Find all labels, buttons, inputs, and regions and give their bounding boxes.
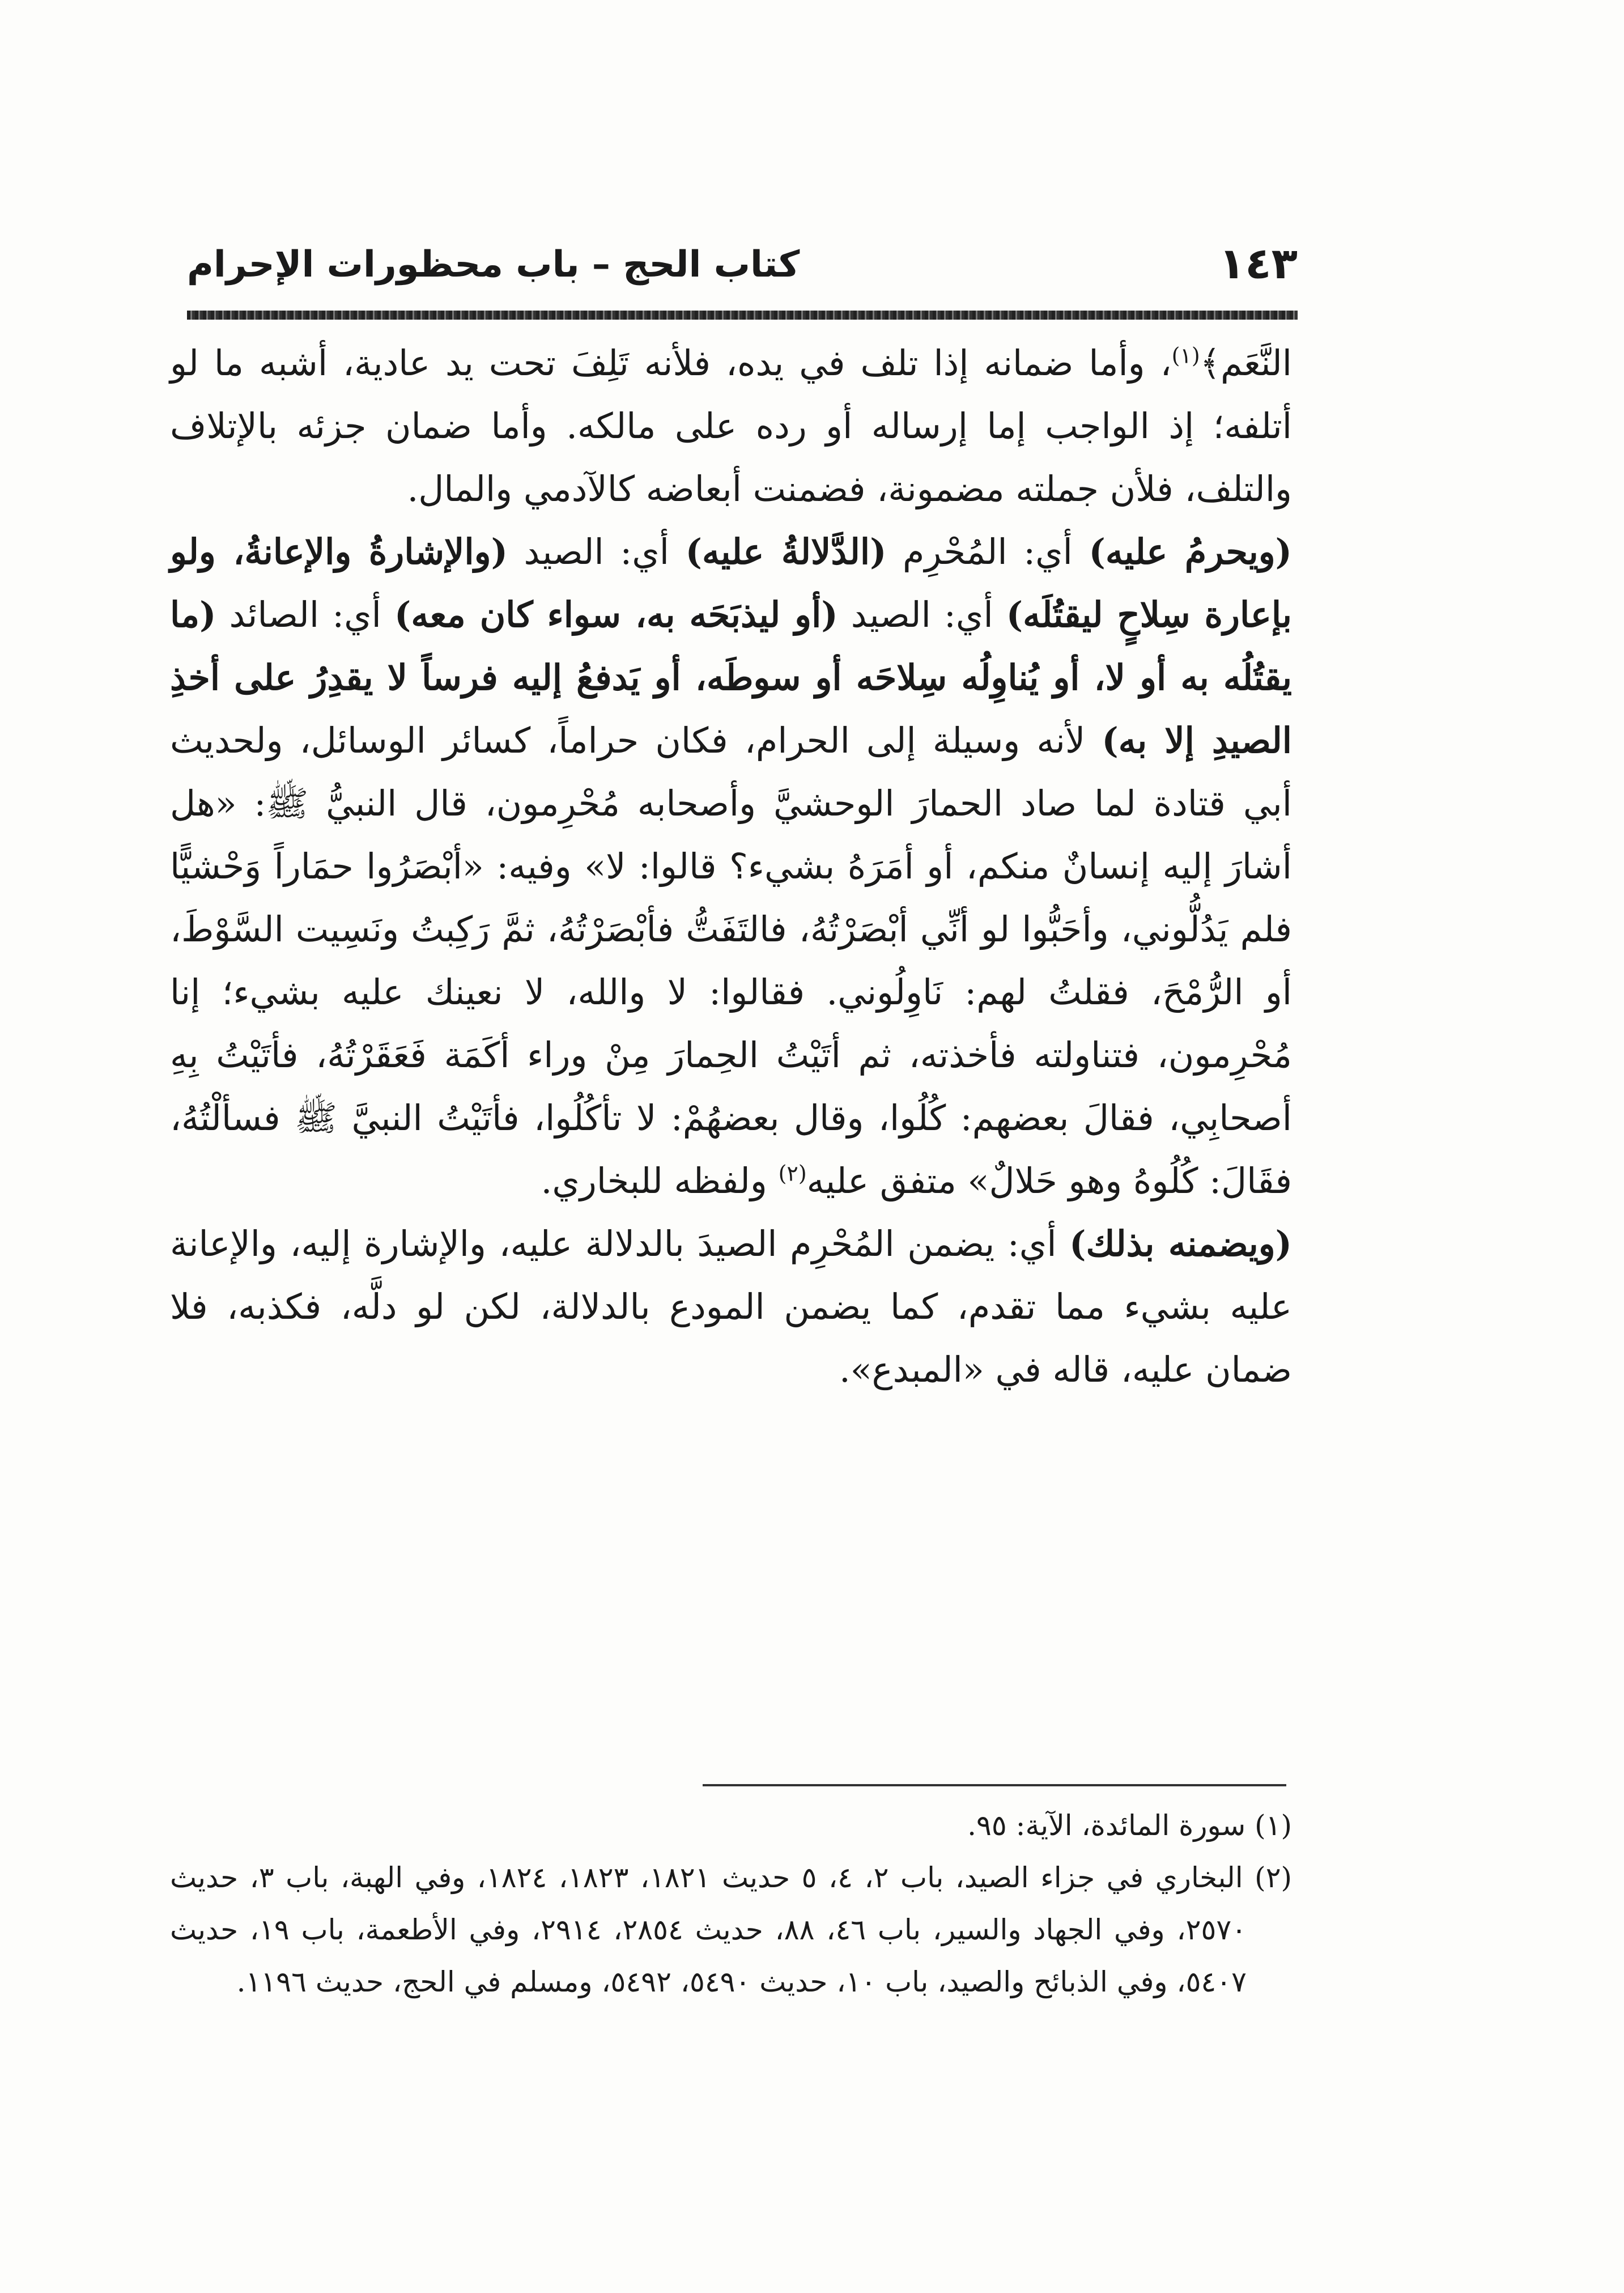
commentary-text: أي: الصائد — [216, 594, 395, 635]
matn-text: (ويحرمُ عليه) — [1089, 531, 1293, 572]
commentary-text: ولفظه للبخاري. — [541, 1160, 779, 1201]
quran-quote-end: النَّعَم﴾ — [1200, 342, 1292, 384]
matn-text: (ويضمنه بذلك) — [1069, 1223, 1292, 1264]
header-rule — [187, 311, 1298, 320]
commentary-text: لأنه وسيلة إلى الحرام، فكان حراماً، كسائر الوسائل، ولحديث أبي قتادة لما صاد الحمارَ الوحشيَّ وأصحابه مُحْرِمون، قال النبيُّ ﷺ: «هل أشارَ إليه إنسانٌ منكم، أو أمَرَهُ بشيء؟ قالوا: لا» وفيه: «أبْصَرُوا حمَاراً وَحْشيًّا فلم يَدُلُّوني، وأحَبُّوا لو أنِّي أبْصَرْتُهُ، فالتَفَتُّ فأبْصَرْتُهُ، ثمَّ رَكِبتُ ونَسِيت السَّوْطَ، أو الرُّمْحَ، فقلتُ لهم: نَاوِلُوني. فقالوا: لا والله، لا نعينك عليه بشيء؛ إنا مُحْرِمون، فتناولته فأخذته، ثم أتَيْتُ الحِمارَ مِنْ وراء أكَمَة فَعَقَرْتُهُ، فأتَيْتُ بِهِ أصحابِي، فقالَ بعضهم: كُلُوا، وقال بعضهُمْ: لا تأكُلُوا، فأتَيْتُ النبيَّ ﷺ فسألْتُهُ، فقَالَ: كُلُوهُ وهو حَلالٌ» متفق عليه — [170, 720, 1293, 1201]
footnote-separator — [703, 1784, 1286, 1786]
commentary-text: أي: الصيد — [837, 594, 1006, 635]
commentary-text: أي: يضمن المُحْرِم الصيدَ بالدلالة عليه، والإشارة إليه، والإعانة عليه بشيء مما تقدم، كما يضمن المودع بالدلالة، لكن لو دلَّه، فكذبه، فلا ضمان عليه، قاله في «المبدع». — [170, 1223, 1292, 1390]
paragraph — [170, 520, 1292, 1212]
commentary-text: أي: المُحْرِم — [886, 531, 1089, 572]
matn-text: (والإشارةُ والإعانةُ، ولو بإعارة سِلاحٍ ليقتُلَه) — [170, 531, 1292, 635]
matn-text: (ما يقتُلُه به أو لا، أو يُناوِلُه سِلاحَه أو سوطَه، أو يَدفعُ إليه فرساً لا يقدِرُ على أخذِ الصيدِ إلا به) — [170, 594, 1292, 761]
matn-text: (الدَّلالةُ عليه) — [685, 531, 887, 572]
paragraph-text: ، وأما ضمانه إذا تلف في يده، فلأنه تَلِفَ تحت يد عادية، أشبه ما لو أتلفه؛ إذ الواجب إما إرساله أو رده على مالكه. وأما ضمان جزئه بالإتلاف والتلف، فلأن جملته مضمونة، فضمنت أبعاضه كالآدمي والمال. — [170, 342, 1292, 509]
main-text — [170, 332, 1292, 1401]
page-number: ١٤٣ — [1218, 238, 1298, 288]
footnote-ref: (١) — [1171, 343, 1200, 368]
paragraph — [170, 332, 1292, 520]
footnotes — [170, 1799, 1292, 2008]
footnote-ref: (٢) — [778, 1161, 807, 1186]
footnote: (٢) البخاري في جزاء الصيد، باب ٢، ٤، ٥ حديث ١٨٢١، ١٨٢٣، ١٨٢٤، وفي الهبة، باب ٣، حديث ٢٥٧٠، وفي الجهاد والسير، باب ٤٦، ٨٨، حديث ٢٨٥٤، ٢٩١٤، وفي الأطعمة، باب ١٩، حديث ٥٤٠٧، وفي الذبائح والصيد، باب ١٠، حديث ٥٤٩٠، ٥٤٩٢، ومسلم في الحج، حديث ١١٩٦. — [170, 1861, 1293, 1998]
matn-text: (أو ليذبَحَه به، سواء كان معه) — [394, 594, 838, 635]
page-header — [187, 227, 1298, 312]
paragraph — [170, 1212, 1292, 1401]
running-title: كتاب الحج – باب محظورات الإحرام — [187, 244, 800, 286]
commentary-text: أي: الصيد — [507, 531, 686, 572]
footnote: (١) سورة المائدة، الآية: ٩٥. — [967, 1809, 1292, 1842]
